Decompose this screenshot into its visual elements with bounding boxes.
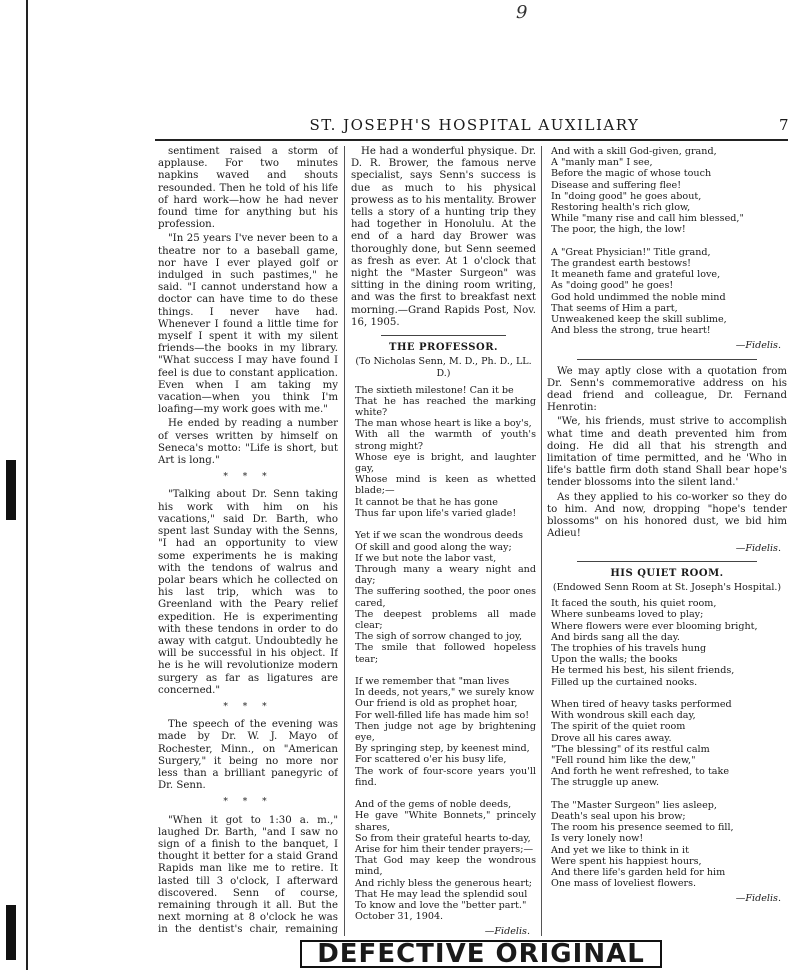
poem-line: The poor, the high, the low! — [551, 224, 686, 236]
poem-line: Filled up the curtained nooks. — [551, 676, 698, 688]
poem-dedication: (Endowed Senn Room at St. Joseph's Hospital.) — [552, 581, 782, 593]
paragraph: "Talking about Dr. Senn taking his work with him on his vacations," said Dr. Barth, who spent last Sunday with the Senns, "I had an opportunity to view some experiments he is making with the tendons of walrus and polar bears which he collected on his last trip, which was to Greenland with the Peary relief expedition. He is experimenting with these tendons in order to do away with catgut. Undoubtedly he will be successful in his object. If he is he will revolutionize modern surgery as far as ligatures are concerned." — [158, 489, 338, 696]
defective-original-stamp: DEFECTIVE ORIGINAL — [300, 940, 662, 968]
poem-line: That he has reached the marking white? — [355, 395, 536, 419]
poem-body — [547, 598, 787, 889]
poem-line: That God may keep the wondrous mind, — [355, 855, 536, 878]
poem-signature: —Fidelis. — [735, 893, 781, 905]
poem-line: "Fell round him like the dew," — [551, 754, 696, 766]
poem-line: For well-filled life has made him so! — [355, 709, 530, 721]
section-separator: * * * — [223, 701, 273, 712]
poem-body — [547, 146, 787, 336]
poem-line: The work of four-score years you'll find. — [355, 765, 536, 788]
poem-line: Drove all his cares away. — [551, 732, 672, 744]
poem-title: HIS QUIET ROOM. — [610, 567, 724, 579]
poem-line: And of the gems of noble deeds, — [355, 799, 512, 811]
paragraph: "In 25 years I've never been to a theatre nor to a baseball game, nor have I ever played golf or indulged in such pastimes," he said. "I cannot understand how a doctor can have time to do these things. I never have had. Whenever I found a little time for myself I spent it with my silent friends—the books in my library. "What success I may have found I feel is due to constant application. Even when I am taking my vacation—when you think I'm loafing—my work goes with me." — [158, 233, 338, 416]
poem-line: October 31, 1904. — [355, 911, 444, 923]
scan-edge — [0, 0, 28, 970]
poem-line — [547, 688, 787, 699]
paragraph: He ended by reading a number of verses written by himself on Seneca's motto: "Life is short, but Art is long." — [158, 418, 338, 467]
poem-line: So from their grateful hearts to-day, — [355, 832, 531, 844]
poem-line: And birds sang all the day. — [551, 631, 680, 643]
poem-line: The smile that followed hopeless tear; — [355, 642, 536, 665]
scan-blot — [6, 460, 16, 520]
poem-line: Restoring health's rich glow, — [551, 202, 691, 214]
poem-line — [351, 519, 536, 530]
poem-line: Whose mind is keen as whetted blade;— — [355, 474, 536, 497]
poem-line: The trophies of his travels hung — [551, 642, 707, 654]
column-3 — [547, 146, 787, 916]
poem-line: Is very lonely now! — [551, 833, 644, 845]
poem-line: For scattered o'er his busy life, — [355, 754, 507, 766]
poem-line: While "many rise and call him blessed," — [551, 213, 744, 225]
poem-line: With wondrous skill each day, — [551, 710, 696, 722]
poem-line: As "doing good" he goes! — [551, 280, 674, 292]
section-separator: * * * — [223, 472, 273, 483]
poem-line: That seems of Him a part, — [551, 302, 678, 314]
handwritten-page-mark: 9 — [516, 2, 528, 23]
poem-line: Our friend is old as prophet hoar, — [355, 698, 518, 710]
poem-line: A "Great Physician!" Title grand, — [551, 246, 711, 258]
poem-line: The sigh of sorrow changed to joy, — [355, 631, 523, 643]
page-header — [150, 114, 790, 136]
page-number: 7 — [778, 116, 790, 134]
signature: —Fidelis. — [735, 542, 781, 554]
quotation: "We, his friends, must strive to accomplish what time and death prevented him from doing. He did all that his strength and limitation of time permitted, and he 'Who in life's battle firm doth stand Shall bear hope's tender blossoms into the silent land.' — [547, 416, 787, 489]
header-rule — [155, 139, 788, 141]
poem-line: In "doing good" he goes about, — [551, 190, 702, 202]
poem-line: God hold undimmed the noble mind — [551, 291, 726, 303]
poem-line: He termed his best, his silent friends, — [551, 665, 735, 677]
column-divider — [344, 146, 345, 936]
poem-line: The suffering soothed, the poor ones cared, — [355, 586, 536, 609]
poem-line: Unweakened keep the skill sublime, — [551, 314, 727, 326]
paragraph: "When it got to 1:30 a. m.," laughed Dr. Barth, "and I saw no sign of a finish to the banquet, I thought it better for a staid Grand Rapids man like me to retire. It lasted till 3 o'clock, I afterward discovered. Senn of course, remaining through it all. But the next morning at 8 o'clock he was in the dentist's chair, remaining — [158, 814, 338, 936]
poem-line: Death's seal upon his brow; — [551, 810, 686, 822]
poem-dedication: (To Nicholas Senn, M. D., Ph. D., LL. D.) — [355, 356, 532, 380]
poem-line: The man whose heart is like a boy's, — [355, 418, 532, 430]
poem-line — [351, 665, 536, 676]
poem-line: And bless the strong, true heart! — [551, 325, 711, 337]
poem-line — [351, 788, 536, 799]
poem-body — [351, 385, 536, 923]
divider — [577, 359, 757, 360]
poem-line: Upon the walls; the books — [551, 654, 678, 666]
poem-line: The grandest earth bestows! — [551, 258, 692, 270]
poem-line — [547, 236, 787, 247]
poem-line: And yet we like to think in it — [551, 844, 689, 856]
paragraph: We may aptly close with a quotation from Dr. Senn's commemorative address on his dead friend and colleague, Dr. Fernand Henrotin: — [547, 365, 787, 414]
poem-line: Of skill and good along the way; — [355, 541, 512, 553]
poem-line: A "manly man" I see, — [551, 157, 653, 169]
poem-title: THE PROFESSOR. — [389, 342, 498, 354]
poem-line — [547, 789, 787, 800]
paragraph: sentiment raised a storm of applause. For two minutes napkins waved and shouts resounded. Then he told of his life of hard work—how he had never found time for anything but his profession. — [158, 146, 338, 231]
poem-line: If we remember that "man lives — [355, 675, 510, 687]
divider — [577, 561, 757, 562]
poem-line: One mass of loveliest flowers. — [551, 878, 697, 890]
paragraph: He had a wonderful physique. Dr. D. R. Brower, the famous nerve specialist, says Senn's success is due as much to his physical prowess as to his mentality. Brower tells a story of a hunting trip they had together in Honolulu. At the end of a hard day Brower was thoroughly done, but Senn seemed as fresh as ever. At 1 o'clock that night the "Master Surgeon" was sitting in the dining room writing, and was the first to breakfast next morning.—Grand Rapids Post, Nov. 16, 1905. — [351, 146, 536, 328]
poem-line: "The blessing" of its restful calm — [551, 743, 710, 755]
paragraph: The speech of the evening was made by Dr. W. J. Mayo of Rochester, Minn., on "American Surgery," it being no more nor less than a brilliant panegyric of Dr. Senn. — [158, 719, 338, 792]
poem-line: Then judge not age by brightening eye, — [355, 720, 536, 743]
poem-line: The sixtieth milestone! Can it be — [355, 384, 514, 396]
column-1 — [158, 146, 338, 936]
poem-line: Thus far upon life's varied glade! — [355, 507, 517, 519]
poem-line: The room his presence seemed to fill, — [551, 822, 734, 834]
poem-line: Where sunbeams loved to play; — [551, 609, 704, 621]
poem-line: It faced the south, his quiet room, — [551, 598, 717, 610]
poem-line: And forth he went refreshed, to take — [551, 766, 730, 778]
poem-line: It meaneth fame and grateful love, — [551, 269, 721, 281]
poem-line: And with a skill God-given, grand, — [551, 146, 717, 157]
poem-line: The spirit of the quiet room — [551, 721, 686, 733]
poem-line: Whose eye is bright, and laughter gay, — [355, 451, 536, 475]
publication-title: ST. JOSEPH'S HOSPITAL AUXILIARY — [309, 116, 640, 134]
section-separator: * * * — [223, 797, 273, 808]
poem-line: By springing step, by keenest mind, — [355, 743, 530, 755]
poem-line: In deeds, not years," we surely know — [355, 687, 535, 699]
poem-line: Before the magic of whose touch — [551, 168, 712, 180]
paragraph: As they applied to his co-worker so they do to him. And now, dropping "hope's tender blossoms" on his honored dust, we bid him Adieu! — [547, 491, 787, 540]
poem-line: With all the warmth of youth's strong might? — [355, 429, 536, 452]
divider — [381, 335, 506, 336]
poem-signature: —Fidelis. — [484, 926, 530, 936]
poem-line: That He may lead the splendid soul — [355, 888, 528, 900]
poem-line: When tired of heavy tasks performed — [551, 698, 732, 710]
poem-line: The struggle up anew. — [551, 777, 659, 789]
poem-line: The deepest problems all made clear; — [355, 608, 536, 631]
column-divider — [541, 146, 542, 936]
poem-line: If we but note the labor vast, — [355, 552, 497, 564]
poem-line: Were spent his happiest hours, — [551, 855, 702, 867]
column-2 — [351, 146, 536, 936]
poem-signature: —Fidelis. — [735, 340, 781, 352]
poem-line: Yet if we scan the wondrous deeds — [355, 530, 524, 542]
poem-line: And richly bless the generous heart; — [355, 877, 533, 889]
poem-line: It cannot be that he has gone — [355, 496, 498, 508]
scan-blot — [6, 905, 16, 960]
poem-line: Disease and suffering flee! — [551, 179, 682, 191]
poem-line: The "Master Surgeon" lies asleep, — [551, 799, 717, 811]
poem-line: To know and love the "better part." — [355, 900, 527, 911]
poem-line: He gave "White Bonnets," princely shares, — [355, 810, 536, 833]
poem-line: Through many a weary night and day; — [355, 563, 536, 587]
poem-line: Arise for him their tender prayers;— — [355, 843, 534, 855]
poem-line: Where flowers were ever blooming bright, — [551, 620, 758, 632]
poem-line: And there life's garden held for him — [551, 866, 726, 878]
